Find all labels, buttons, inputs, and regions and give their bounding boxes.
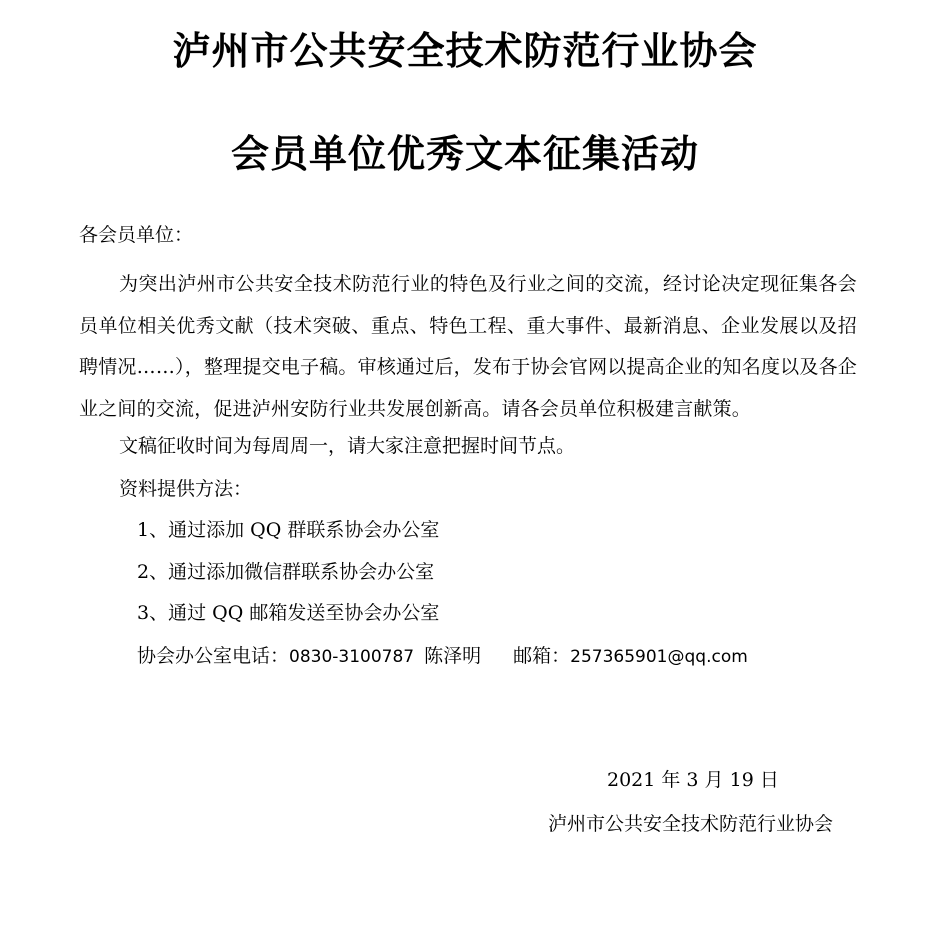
email-label: 邮箱： (513, 645, 571, 667)
document-subtitle: 会员单位优秀文本征集活动 (230, 132, 699, 176)
contact-line (137, 644, 748, 669)
phone-label: 协会办公室电话： (137, 645, 290, 667)
document-date: 2021 年 3 月 19 日 (607, 769, 779, 791)
salutation: 各会员单位： (79, 224, 194, 246)
schedule-note: 文稿征收时间为每周周一，请大家注意把握时间节点。 (119, 435, 576, 457)
contact-person: 陈泽明 (424, 645, 482, 667)
document-title: 泸州市公共安全技术防范行业协会 (172, 29, 758, 73)
method-item: 1、通过添加 QQ 群联系协会办公室 (137, 519, 440, 541)
email-address: 257365901@qq.com (570, 647, 748, 667)
body-paragraph: 为突出泸州市公共安全技术防范行业的特色及行业之间的交流，经讨论决定现征集各会员单位相关优秀文献（技术突破、重点、特色工程、重大事件、最新消息、企业发展以及招聘情况……），整理提交电子稿。审核通过后，发布于协会官网以提高企业的知名度以及各企业之间的交流，促进泸州安防行业共发展创新高。请各会员单位积极建言献策。 (79, 273, 857, 420)
methods-heading: 资料提供方法： (119, 478, 253, 500)
signature: 泸州市公共安全技术防范行业协会 (548, 813, 834, 835)
method-item: 2、通过添加微信群联系协会办公室 (137, 561, 435, 583)
phone-number: 0830-3100787 (289, 647, 415, 667)
method-item: 3、通过 QQ 邮箱发送至协会办公室 (137, 602, 440, 624)
